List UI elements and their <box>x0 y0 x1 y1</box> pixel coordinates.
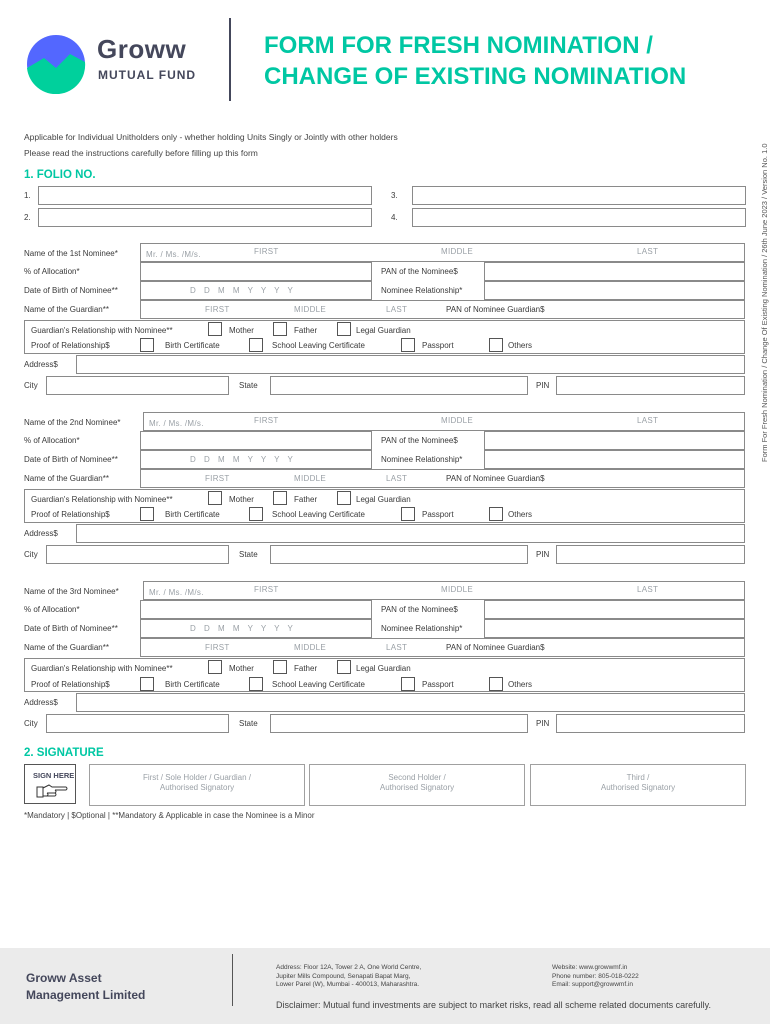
first-name-placeholder: FIRST <box>254 585 279 594</box>
father-label: Father <box>294 664 318 673</box>
signature-label-first-holder <box>89 773 305 793</box>
form-title-line-2: CHANGE OF EXISTING NOMINATION <box>264 63 687 90</box>
relationship-label: Nominee Relationship* <box>381 624 463 633</box>
relationship-input[interactable] <box>484 450 745 469</box>
city-input[interactable] <box>46 376 229 395</box>
city-label: City <box>24 381 38 390</box>
pin-input[interactable] <box>556 376 745 395</box>
folio-input-3[interactable] <box>412 186 746 205</box>
school-certificate-label: School Leaving Certificate <box>272 680 365 689</box>
folio-input-4[interactable] <box>412 208 746 227</box>
signature-section-title: 2. SIGNATURE <box>24 747 104 759</box>
guardian-name-label: Name of the Guardian** <box>24 643 109 652</box>
city-input[interactable] <box>46 714 229 733</box>
address-input[interactable] <box>76 693 745 712</box>
folio-input-1[interactable] <box>38 186 372 205</box>
footer-website[interactable]: Website: www.growwmf.in <box>552 964 628 971</box>
city-label: City <box>24 719 38 728</box>
state-label: State <box>239 550 258 559</box>
guardian-last-placeholder: LAST <box>386 643 408 652</box>
passport-checkbox[interactable] <box>401 677 415 691</box>
footer-company-line: Groww Asset <box>26 971 102 985</box>
address-input[interactable] <box>76 524 745 543</box>
middle-name-placeholder: MIDDLE <box>441 247 474 256</box>
salutation-placeholder: Mr. / Ms. /M/s. <box>149 419 204 428</box>
passport-checkbox[interactable] <box>401 338 415 352</box>
pin-input[interactable] <box>556 545 745 564</box>
state-input[interactable] <box>270 714 528 733</box>
birth-certificate-checkbox[interactable] <box>140 338 154 352</box>
dob-placeholder: D D M M Y Y Y Y <box>190 624 296 633</box>
footer-company-line: Management Limited <box>26 988 146 1002</box>
signature-label-line: Authorised Signatory <box>379 783 455 792</box>
folio-section-title: 1. FOLIO NO. <box>24 169 96 181</box>
pan-input[interactable] <box>484 431 745 450</box>
salutation-placeholder: Mr. / Ms. /M/s. <box>146 250 201 259</box>
school-certificate-checkbox[interactable] <box>249 338 263 352</box>
footer-disclaimer: Disclaimer: Mutual fund investments are subject to market risks, read all scheme related documents carefully. <box>276 1000 712 1010</box>
state-label: State <box>239 381 258 390</box>
others-label: Others <box>508 341 533 350</box>
last-name-placeholder: LAST <box>637 585 659 594</box>
field-legend: *Mandatory | $Optional | **Mandatory & Applicable in case the Nominee is a Minor <box>24 811 315 820</box>
others-checkbox[interactable] <box>489 677 503 691</box>
school-certificate-label: School Leaving Certificate <box>272 510 365 519</box>
address-input[interactable] <box>76 355 745 374</box>
guardian-first-placeholder: FIRST <box>205 643 230 652</box>
footer-address-line: Jupiter Mills Compound, Senapati Bapat Marg, <box>276 972 411 980</box>
header <box>0 0 770 110</box>
guardian-middle-placeholder: MIDDLE <box>294 643 327 652</box>
guardian-first-placeholder: FIRST <box>205 474 230 483</box>
pin-label: PIN <box>536 719 550 728</box>
guardian-relationship-label: Guardian's Relationship with Nominee** <box>31 326 173 335</box>
school-certificate-checkbox[interactable] <box>249 507 263 521</box>
birth-certificate-label: Birth Certificate <box>165 510 220 519</box>
father-label: Father <box>294 326 318 335</box>
birth-certificate-checkbox[interactable] <box>140 507 154 521</box>
version-text: Form For Fresh Nomination / Change Of Existing Nomination / 26th June 2023 / Version No. 1.0 <box>760 143 769 462</box>
folio-number-1: 1. <box>24 191 31 200</box>
dob-label: Date of Birth of Nominee** <box>24 624 118 633</box>
birth-certificate-checkbox[interactable] <box>140 677 154 691</box>
signature-label-line: Authorised Signatory <box>600 783 676 792</box>
pin-label: PIN <box>536 381 550 390</box>
passport-label: Passport <box>422 510 454 519</box>
state-label: State <box>239 719 258 728</box>
footer-company-name <box>26 970 145 1004</box>
address-label: Address$ <box>24 360 58 369</box>
guardian-name-input[interactable] <box>140 638 745 657</box>
folio-number-3: 3. <box>391 191 398 200</box>
footer-address <box>276 964 421 990</box>
proof-label: Proof of Relationship$ <box>31 510 110 519</box>
sign-here-text: SIGN HERE <box>33 771 75 780</box>
dob-placeholder: D D M M Y Y Y Y <box>190 286 296 295</box>
dob-label: Date of Birth of Nominee** <box>24 286 118 295</box>
legal-guardian-checkbox[interactable] <box>337 660 351 674</box>
legal-guardian-label: Legal Guardian <box>356 495 411 504</box>
relationship-label: Nominee Relationship* <box>381 455 463 464</box>
signature-label-third-holder <box>530 773 746 793</box>
intro-line-2: Please read the instructions carefully before filling up this form <box>24 148 258 158</box>
relationship-input[interactable] <box>484 619 745 638</box>
allocation-label: % of Allocation* <box>24 605 80 614</box>
proof-label: Proof of Relationship$ <box>31 341 110 350</box>
guardian-pan-label: PAN of Nominee Guardian$ <box>446 305 545 314</box>
legal-guardian-checkbox[interactable] <box>337 491 351 505</box>
groww-logo-icon <box>26 34 86 94</box>
father-checkbox[interactable] <box>273 491 287 505</box>
legal-guardian-label: Legal Guardian <box>356 326 411 335</box>
relationship-input[interactable] <box>484 281 745 300</box>
state-input[interactable] <box>270 376 528 395</box>
city-input[interactable] <box>46 545 229 564</box>
last-name-placeholder: LAST <box>637 416 659 425</box>
birth-certificate-label: Birth Certificate <box>165 341 220 350</box>
guardian-first-placeholder: FIRST <box>205 305 230 314</box>
middle-name-placeholder: MIDDLE <box>441 416 474 425</box>
folio-number-4: 4. <box>391 213 398 222</box>
address-label: Address$ <box>24 698 58 707</box>
footer-address-line: Address: Floor 12A, Tower 2 A, One World Centre, <box>276 964 422 971</box>
school-certificate-checkbox[interactable] <box>249 677 263 691</box>
allocation-label: % of Allocation* <box>24 436 80 445</box>
guardian-relationship-label: Guardian's Relationship with Nominee** <box>31 664 173 673</box>
first-name-placeholder: FIRST <box>254 247 279 256</box>
passport-label: Passport <box>422 341 454 350</box>
pointing-hand-icon <box>35 782 69 800</box>
folio-input-2[interactable] <box>38 208 372 227</box>
pan-label: PAN of the Nominee$ <box>381 267 458 276</box>
guardian-pan-label: PAN of Nominee Guardian$ <box>446 643 545 652</box>
footer-email[interactable]: Email: support@growwmf.in <box>552 981 634 988</box>
pan-input[interactable] <box>484 262 745 281</box>
footer-phone: Phone number: 805-018-0222 <box>552 972 639 980</box>
mother-checkbox[interactable] <box>208 322 222 336</box>
header-divider <box>229 18 231 101</box>
state-input[interactable] <box>270 545 528 564</box>
legal-guardian-label: Legal Guardian <box>356 664 411 673</box>
nominee-name-label: Name of the 1st Nominee* <box>24 249 118 258</box>
others-label: Others <box>508 510 533 519</box>
brand-name: Groww <box>97 34 187 64</box>
legal-guardian-checkbox[interactable] <box>337 322 351 336</box>
passport-label: Passport <box>422 680 454 689</box>
guardian-name-label: Name of the Guardian** <box>24 305 109 314</box>
guardian-name-label: Name of the Guardian** <box>24 474 109 483</box>
father-checkbox[interactable] <box>273 322 287 336</box>
footer-contact <box>552 964 639 990</box>
sign-here-badge <box>24 764 76 804</box>
last-name-placeholder: LAST <box>637 247 659 256</box>
signature-label-line: Third / <box>626 773 650 782</box>
others-label: Others <box>508 680 533 689</box>
mother-label: Mother <box>229 495 254 504</box>
mother-checkbox[interactable] <box>208 491 222 505</box>
pan-label: PAN of the Nominee$ <box>381 605 458 614</box>
intro-line-1: Applicable for Individual Unitholders only - whether holding Units Singly or Jointly with other holders <box>24 132 398 142</box>
footer <box>0 948 770 1024</box>
pin-input[interactable] <box>556 714 745 733</box>
mother-checkbox[interactable] <box>208 660 222 674</box>
nominee-name-label: Name of the 3rd Nominee* <box>24 587 119 596</box>
guardian-name-input[interactable] <box>140 469 745 488</box>
allocation-input[interactable] <box>140 431 372 450</box>
dob-label: Date of Birth of Nominee** <box>24 455 118 464</box>
signature-label-line: Second Holder / <box>388 773 446 782</box>
guardian-last-placeholder: LAST <box>386 474 408 483</box>
signature-label-line: First / Sole Holder / Guardian / <box>142 773 252 782</box>
signature-label-second-holder <box>309 773 525 793</box>
allocation-input[interactable] <box>140 262 372 281</box>
address-label: Address$ <box>24 529 58 538</box>
form-title-line-1: FORM FOR FRESH NOMINATION / <box>264 32 653 59</box>
guardian-middle-placeholder: MIDDLE <box>294 474 327 483</box>
relationship-label: Nominee Relationship* <box>381 286 463 295</box>
father-checkbox[interactable] <box>273 660 287 674</box>
mother-label: Mother <box>229 326 254 335</box>
pin-label: PIN <box>536 550 550 559</box>
allocation-label: % of Allocation* <box>24 267 80 276</box>
guardian-last-placeholder: LAST <box>386 305 408 314</box>
passport-checkbox[interactable] <box>401 507 415 521</box>
first-name-placeholder: FIRST <box>254 416 279 425</box>
signature-label-line: Authorised Signatory <box>159 783 235 792</box>
footer-address-line: Lower Parel (W), Mumbai - 400013, Maharashtra. <box>276 981 420 988</box>
form-title <box>264 30 686 92</box>
folio-number-2: 2. <box>24 213 31 222</box>
father-label: Father <box>294 495 318 504</box>
pan-input[interactable] <box>484 600 745 619</box>
middle-name-placeholder: MIDDLE <box>441 585 474 594</box>
birth-certificate-label: Birth Certificate <box>165 680 220 689</box>
others-checkbox[interactable] <box>489 507 503 521</box>
pan-label: PAN of the Nominee$ <box>381 436 458 445</box>
salutation-placeholder: Mr. / Ms. /M/s. <box>149 588 204 597</box>
nominee-name-label: Name of the 2nd Nominee* <box>24 418 121 427</box>
mother-label: Mother <box>229 664 254 673</box>
school-certificate-label: School Leaving Certificate <box>272 341 365 350</box>
guardian-pan-label: PAN of Nominee Guardian$ <box>446 474 545 483</box>
dob-placeholder: D D M M Y Y Y Y <box>190 455 296 464</box>
brand-subtitle: MUTUAL FUND <box>98 68 197 82</box>
guardian-relationship-label: Guardian's Relationship with Nominee** <box>31 495 173 504</box>
allocation-input[interactable] <box>140 600 372 619</box>
guardian-name-input[interactable] <box>140 300 745 319</box>
guardian-middle-placeholder: MIDDLE <box>294 305 327 314</box>
others-checkbox[interactable] <box>489 338 503 352</box>
city-label: City <box>24 550 38 559</box>
footer-divider <box>232 954 233 1006</box>
proof-label: Proof of Relationship$ <box>31 680 110 689</box>
